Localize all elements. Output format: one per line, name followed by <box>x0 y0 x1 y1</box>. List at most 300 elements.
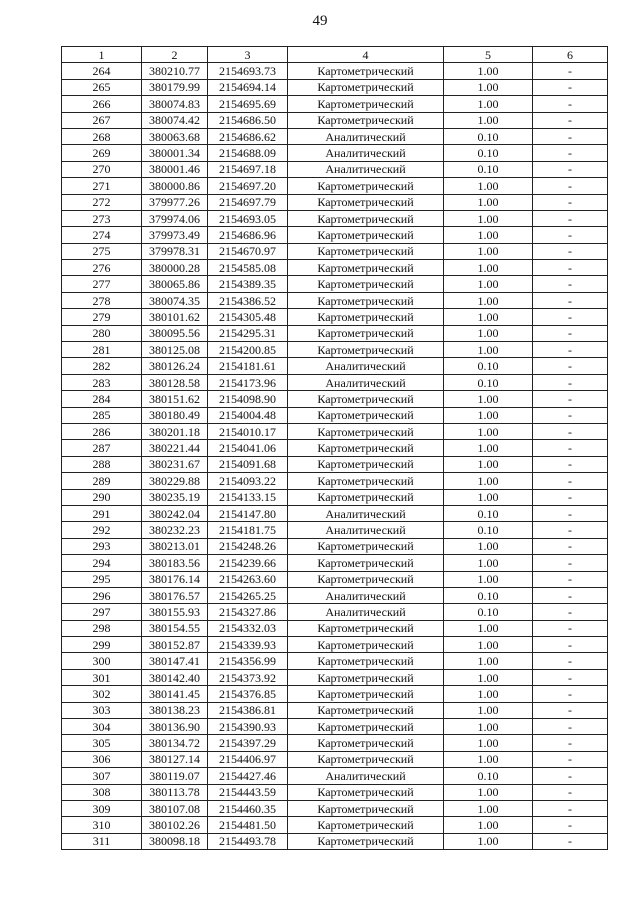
note-cell: - <box>533 719 608 735</box>
point-number-cell: 265 <box>62 79 142 95</box>
table-row <box>62 391 608 407</box>
note-cell: - <box>533 358 608 374</box>
table-row <box>62 473 608 489</box>
point-number-cell: 272 <box>62 194 142 210</box>
y-coordinate-cell: 2154093.22 <box>208 473 288 489</box>
method-cell: Картометрический <box>288 440 444 456</box>
x-coordinate-cell: 380147.41 <box>142 653 208 669</box>
x-coordinate-cell: 380074.42 <box>142 112 208 128</box>
accuracy-cell: 0.10 <box>444 161 533 177</box>
y-coordinate-cell: 2154373.92 <box>208 669 288 685</box>
table-row <box>62 538 608 554</box>
method-cell: Картометрический <box>288 833 444 849</box>
accuracy-cell: 1.00 <box>444 555 533 571</box>
accuracy-cell: 0.10 <box>444 128 533 144</box>
table-row <box>62 178 608 194</box>
accuracy-cell: 0.10 <box>444 145 533 161</box>
table-row <box>62 800 608 816</box>
method-cell: Картометрический <box>288 210 444 226</box>
note-cell: - <box>533 194 608 210</box>
accuracy-cell: 0.10 <box>444 358 533 374</box>
method-cell: Картометрический <box>288 473 444 489</box>
method-cell: Картометрический <box>288 423 444 439</box>
point-number-cell: 292 <box>62 522 142 538</box>
y-coordinate-cell: 2154248.26 <box>208 538 288 554</box>
y-coordinate-cell: 2154670.97 <box>208 243 288 259</box>
note-cell: - <box>533 473 608 489</box>
accuracy-cell: 1.00 <box>444 292 533 308</box>
x-coordinate-cell: 380231.67 <box>142 456 208 472</box>
y-coordinate-cell: 2154493.78 <box>208 833 288 849</box>
table-row <box>62 505 608 521</box>
column-header: 4 <box>288 47 444 63</box>
x-coordinate-cell: 380221.44 <box>142 440 208 456</box>
point-number-cell: 283 <box>62 374 142 390</box>
x-coordinate-cell: 380001.34 <box>142 145 208 161</box>
y-coordinate-cell: 2154389.35 <box>208 276 288 292</box>
x-coordinate-cell: 380113.78 <box>142 784 208 800</box>
point-number-cell: 275 <box>62 243 142 259</box>
method-cell: Картометрический <box>288 260 444 276</box>
x-coordinate-cell: 380154.55 <box>142 620 208 636</box>
accuracy-cell: 1.00 <box>444 243 533 259</box>
point-number-cell: 309 <box>62 800 142 816</box>
method-cell: Аналитический <box>288 358 444 374</box>
table-row <box>62 735 608 751</box>
table-row <box>62 79 608 95</box>
note-cell: - <box>533 505 608 521</box>
note-cell: - <box>533 555 608 571</box>
accuracy-cell: 1.00 <box>444 227 533 243</box>
y-coordinate-cell: 2154386.81 <box>208 702 288 718</box>
coordinates-table <box>61 46 608 850</box>
x-coordinate-cell: 380074.83 <box>142 96 208 112</box>
point-number-cell: 308 <box>62 784 142 800</box>
point-number-cell: 291 <box>62 505 142 521</box>
note-cell: - <box>533 735 608 751</box>
x-coordinate-cell: 380074.35 <box>142 292 208 308</box>
point-number-cell: 269 <box>62 145 142 161</box>
x-coordinate-cell: 380107.08 <box>142 800 208 816</box>
note-cell: - <box>533 63 608 79</box>
point-number-cell: 278 <box>62 292 142 308</box>
x-coordinate-cell: 380065.86 <box>142 276 208 292</box>
point-number-cell: 266 <box>62 96 142 112</box>
x-coordinate-cell: 380001.46 <box>142 161 208 177</box>
note-cell: - <box>533 620 608 636</box>
x-coordinate-cell: 380128.58 <box>142 374 208 390</box>
x-coordinate-cell: 379978.31 <box>142 243 208 259</box>
accuracy-cell: 1.00 <box>444 440 533 456</box>
y-coordinate-cell: 2154265.25 <box>208 587 288 603</box>
x-coordinate-cell: 380242.04 <box>142 505 208 521</box>
table-row <box>62 456 608 472</box>
y-coordinate-cell: 2154386.52 <box>208 292 288 308</box>
x-coordinate-cell: 380201.18 <box>142 423 208 439</box>
y-coordinate-cell: 2154356.99 <box>208 653 288 669</box>
method-cell: Аналитический <box>288 768 444 784</box>
note-cell: - <box>533 784 608 800</box>
method-cell: Картометрический <box>288 800 444 816</box>
y-coordinate-cell: 2154181.61 <box>208 358 288 374</box>
point-number-cell: 285 <box>62 407 142 423</box>
method-cell: Картометрический <box>288 112 444 128</box>
method-cell: Картометрический <box>288 79 444 95</box>
method-cell: Картометрический <box>288 784 444 800</box>
table-row <box>62 555 608 571</box>
note-cell: - <box>533 178 608 194</box>
note-cell: - <box>533 423 608 439</box>
accuracy-cell: 1.00 <box>444 309 533 325</box>
x-coordinate-cell: 380125.08 <box>142 342 208 358</box>
table-row <box>62 768 608 784</box>
x-coordinate-cell: 380119.07 <box>142 768 208 784</box>
point-number-cell: 282 <box>62 358 142 374</box>
table-row <box>62 161 608 177</box>
note-cell: - <box>533 686 608 702</box>
accuracy-cell: 1.00 <box>444 637 533 653</box>
table-row <box>62 63 608 79</box>
method-cell: Картометрический <box>288 555 444 571</box>
method-cell: Картометрический <box>288 686 444 702</box>
accuracy-cell: 1.00 <box>444 325 533 341</box>
table-row <box>62 604 608 620</box>
table-row <box>62 342 608 358</box>
table-row <box>62 669 608 685</box>
accuracy-cell: 1.00 <box>444 817 533 833</box>
accuracy-cell: 1.00 <box>444 423 533 439</box>
note-cell: - <box>533 210 608 226</box>
accuracy-cell: 1.00 <box>444 669 533 685</box>
note-cell: - <box>533 571 608 587</box>
table-row <box>62 833 608 849</box>
y-coordinate-cell: 2154173.96 <box>208 374 288 390</box>
note-cell: - <box>533 817 608 833</box>
note-cell: - <box>533 260 608 276</box>
y-coordinate-cell: 2154460.35 <box>208 800 288 816</box>
x-coordinate-cell: 380179.99 <box>142 79 208 95</box>
y-coordinate-cell: 2154376.85 <box>208 686 288 702</box>
note-cell: - <box>533 751 608 767</box>
note-cell: - <box>533 669 608 685</box>
column-header: 1 <box>62 47 142 63</box>
point-number-cell: 300 <box>62 653 142 669</box>
point-number-cell: 286 <box>62 423 142 439</box>
accuracy-cell: 1.00 <box>444 751 533 767</box>
table-row <box>62 587 608 603</box>
method-cell: Аналитический <box>288 374 444 390</box>
table-row <box>62 423 608 439</box>
point-number-cell: 271 <box>62 178 142 194</box>
y-coordinate-cell: 2154697.79 <box>208 194 288 210</box>
y-coordinate-cell: 2154305.48 <box>208 309 288 325</box>
note-cell: - <box>533 145 608 161</box>
x-coordinate-cell: 380213.01 <box>142 538 208 554</box>
point-number-cell: 307 <box>62 768 142 784</box>
table-row <box>62 489 608 505</box>
method-cell: Картометрический <box>288 292 444 308</box>
point-number-cell: 297 <box>62 604 142 620</box>
method-cell: Картометрический <box>288 194 444 210</box>
note-cell: - <box>533 587 608 603</box>
point-number-cell: 288 <box>62 456 142 472</box>
y-coordinate-cell: 2154098.90 <box>208 391 288 407</box>
x-coordinate-cell: 380229.88 <box>142 473 208 489</box>
method-cell: Картометрический <box>288 751 444 767</box>
x-coordinate-cell: 380126.24 <box>142 358 208 374</box>
table-row <box>62 96 608 112</box>
y-coordinate-cell: 2154585.08 <box>208 260 288 276</box>
method-cell: Аналитический <box>288 145 444 161</box>
accuracy-cell: 1.00 <box>444 407 533 423</box>
accuracy-cell: 0.10 <box>444 768 533 784</box>
point-number-cell: 281 <box>62 342 142 358</box>
accuracy-cell: 1.00 <box>444 96 533 112</box>
x-coordinate-cell: 380101.62 <box>142 309 208 325</box>
x-coordinate-cell: 380176.14 <box>142 571 208 587</box>
method-cell: Картометрический <box>288 391 444 407</box>
x-coordinate-cell: 380000.28 <box>142 260 208 276</box>
method-cell: Картометрический <box>288 276 444 292</box>
note-cell: - <box>533 227 608 243</box>
y-coordinate-cell: 2154397.29 <box>208 735 288 751</box>
accuracy-cell: 1.00 <box>444 260 533 276</box>
y-coordinate-cell: 2154041.06 <box>208 440 288 456</box>
y-coordinate-cell: 2154688.09 <box>208 145 288 161</box>
note-cell: - <box>533 342 608 358</box>
point-number-cell: 279 <box>62 309 142 325</box>
table-row <box>62 292 608 308</box>
method-cell: Аналитический <box>288 505 444 521</box>
table-row <box>62 686 608 702</box>
method-cell: Картометрический <box>288 735 444 751</box>
point-number-cell: 295 <box>62 571 142 587</box>
note-cell: - <box>533 653 608 669</box>
y-coordinate-cell: 2154686.96 <box>208 227 288 243</box>
note-cell: - <box>533 768 608 784</box>
accuracy-cell: 0.10 <box>444 604 533 620</box>
method-cell: Картометрический <box>288 325 444 341</box>
accuracy-cell: 0.10 <box>444 587 533 603</box>
method-cell: Аналитический <box>288 604 444 620</box>
point-number-cell: 304 <box>62 719 142 735</box>
accuracy-cell: 1.00 <box>444 112 533 128</box>
y-coordinate-cell: 2154004.48 <box>208 407 288 423</box>
accuracy-cell: 1.00 <box>444 833 533 849</box>
method-cell: Картометрический <box>288 178 444 194</box>
table-row <box>62 374 608 390</box>
x-coordinate-cell: 380063.68 <box>142 128 208 144</box>
y-coordinate-cell: 2154010.17 <box>208 423 288 439</box>
x-coordinate-cell: 380210.77 <box>142 63 208 79</box>
note-cell: - <box>533 96 608 112</box>
method-cell: Картометрический <box>288 227 444 243</box>
note-cell: - <box>533 800 608 816</box>
method-cell: Аналитический <box>288 587 444 603</box>
point-number-cell: 267 <box>62 112 142 128</box>
note-cell: - <box>533 637 608 653</box>
method-cell: Картометрический <box>288 489 444 505</box>
y-coordinate-cell: 2154327.86 <box>208 604 288 620</box>
note-cell: - <box>533 161 608 177</box>
table-row <box>62 276 608 292</box>
table-row <box>62 571 608 587</box>
y-coordinate-cell: 2154332.03 <box>208 620 288 636</box>
y-coordinate-cell: 2154481.50 <box>208 817 288 833</box>
method-cell: Картометрический <box>288 456 444 472</box>
x-coordinate-cell: 380127.14 <box>142 751 208 767</box>
page-number: 49 <box>312 13 328 29</box>
accuracy-cell: 1.00 <box>444 686 533 702</box>
x-coordinate-cell: 380235.19 <box>142 489 208 505</box>
x-coordinate-cell: 380176.57 <box>142 587 208 603</box>
x-coordinate-cell: 380136.90 <box>142 719 208 735</box>
point-number-cell: 264 <box>62 63 142 79</box>
point-number-cell: 294 <box>62 555 142 571</box>
accuracy-cell: 1.00 <box>444 210 533 226</box>
table-row <box>62 260 608 276</box>
x-coordinate-cell: 379977.26 <box>142 194 208 210</box>
point-number-cell: 296 <box>62 587 142 603</box>
method-cell: Картометрический <box>288 620 444 636</box>
y-coordinate-cell: 2154390.93 <box>208 719 288 735</box>
point-number-cell: 298 <box>62 620 142 636</box>
point-number-cell: 293 <box>62 538 142 554</box>
note-cell: - <box>533 489 608 505</box>
accuracy-cell: 0.10 <box>444 505 533 521</box>
accuracy-cell: 1.00 <box>444 473 533 489</box>
table-row <box>62 784 608 800</box>
point-number-cell: 280 <box>62 325 142 341</box>
method-cell: Картометрический <box>288 571 444 587</box>
table-row <box>62 440 608 456</box>
table-row <box>62 325 608 341</box>
y-coordinate-cell: 2154147.80 <box>208 505 288 521</box>
point-number-cell: 289 <box>62 473 142 489</box>
x-coordinate-cell: 380155.93 <box>142 604 208 620</box>
accuracy-cell: 1.00 <box>444 620 533 636</box>
method-cell: Картометрический <box>288 669 444 685</box>
table-row <box>62 653 608 669</box>
y-coordinate-cell: 2154091.68 <box>208 456 288 472</box>
point-number-cell: 306 <box>62 751 142 767</box>
method-cell: Картометрический <box>288 63 444 79</box>
point-number-cell: 287 <box>62 440 142 456</box>
accuracy-cell: 1.00 <box>444 784 533 800</box>
accuracy-cell: 1.00 <box>444 538 533 554</box>
point-number-cell: 277 <box>62 276 142 292</box>
table-row <box>62 407 608 423</box>
note-cell: - <box>533 522 608 538</box>
y-coordinate-cell: 2154686.50 <box>208 112 288 128</box>
y-coordinate-cell: 2154181.75 <box>208 522 288 538</box>
note-cell: - <box>533 292 608 308</box>
method-cell: Картометрический <box>288 96 444 112</box>
point-number-cell: 299 <box>62 637 142 653</box>
x-coordinate-cell: 379974.06 <box>142 210 208 226</box>
point-number-cell: 301 <box>62 669 142 685</box>
accuracy-cell: 1.00 <box>444 800 533 816</box>
y-coordinate-cell: 2154406.97 <box>208 751 288 767</box>
y-coordinate-cell: 2154443.59 <box>208 784 288 800</box>
method-cell: Картометрический <box>288 653 444 669</box>
y-coordinate-cell: 2154686.62 <box>208 128 288 144</box>
x-coordinate-cell: 380095.56 <box>142 325 208 341</box>
method-cell: Аналитический <box>288 161 444 177</box>
point-number-cell: 302 <box>62 686 142 702</box>
column-header: 3 <box>208 47 288 63</box>
x-coordinate-cell: 380151.62 <box>142 391 208 407</box>
accuracy-cell: 1.00 <box>444 719 533 735</box>
table-row <box>62 128 608 144</box>
x-coordinate-cell: 380183.56 <box>142 555 208 571</box>
accuracy-cell: 1.00 <box>444 63 533 79</box>
method-cell: Картометрический <box>288 817 444 833</box>
y-coordinate-cell: 2154694.14 <box>208 79 288 95</box>
table-row <box>62 702 608 718</box>
point-number-cell: 305 <box>62 735 142 751</box>
method-cell: Картометрический <box>288 342 444 358</box>
y-coordinate-cell: 2154295.31 <box>208 325 288 341</box>
accuracy-cell: 1.00 <box>444 276 533 292</box>
accuracy-cell: 1.00 <box>444 456 533 472</box>
point-number-cell: 290 <box>62 489 142 505</box>
y-coordinate-cell: 2154200.85 <box>208 342 288 358</box>
note-cell: - <box>533 440 608 456</box>
accuracy-cell: 0.10 <box>444 374 533 390</box>
table-row <box>62 243 608 259</box>
method-cell: Картометрический <box>288 702 444 718</box>
accuracy-cell: 1.00 <box>444 571 533 587</box>
x-coordinate-cell: 380141.45 <box>142 686 208 702</box>
x-coordinate-cell: 380142.40 <box>142 669 208 685</box>
table-row <box>62 751 608 767</box>
y-coordinate-cell: 2154693.73 <box>208 63 288 79</box>
point-number-cell: 270 <box>62 161 142 177</box>
x-coordinate-cell: 380138.23 <box>142 702 208 718</box>
point-number-cell: 303 <box>62 702 142 718</box>
note-cell: - <box>533 604 608 620</box>
note-cell: - <box>533 538 608 554</box>
y-coordinate-cell: 2154133.15 <box>208 489 288 505</box>
x-coordinate-cell: 380098.18 <box>142 833 208 849</box>
x-coordinate-cell: 380134.72 <box>142 735 208 751</box>
note-cell: - <box>533 391 608 407</box>
table-row <box>62 227 608 243</box>
point-number-cell: 273 <box>62 210 142 226</box>
note-cell: - <box>533 833 608 849</box>
column-header: 2 <box>142 47 208 63</box>
table-row <box>62 358 608 374</box>
note-cell: - <box>533 407 608 423</box>
accuracy-cell: 1.00 <box>444 489 533 505</box>
x-coordinate-cell: 380180.49 <box>142 407 208 423</box>
method-cell: Аналитический <box>288 128 444 144</box>
x-coordinate-cell: 380152.87 <box>142 637 208 653</box>
y-coordinate-cell: 2154697.20 <box>208 178 288 194</box>
accuracy-cell: 1.00 <box>444 702 533 718</box>
method-cell: Картометрический <box>288 538 444 554</box>
note-cell: - <box>533 128 608 144</box>
column-header: 6 <box>533 47 608 63</box>
accuracy-cell: 1.00 <box>444 653 533 669</box>
table-row <box>62 637 608 653</box>
table-row <box>62 522 608 538</box>
y-coordinate-cell: 2154695.69 <box>208 96 288 112</box>
x-coordinate-cell: 380102.26 <box>142 817 208 833</box>
note-cell: - <box>533 276 608 292</box>
note-cell: - <box>533 309 608 325</box>
